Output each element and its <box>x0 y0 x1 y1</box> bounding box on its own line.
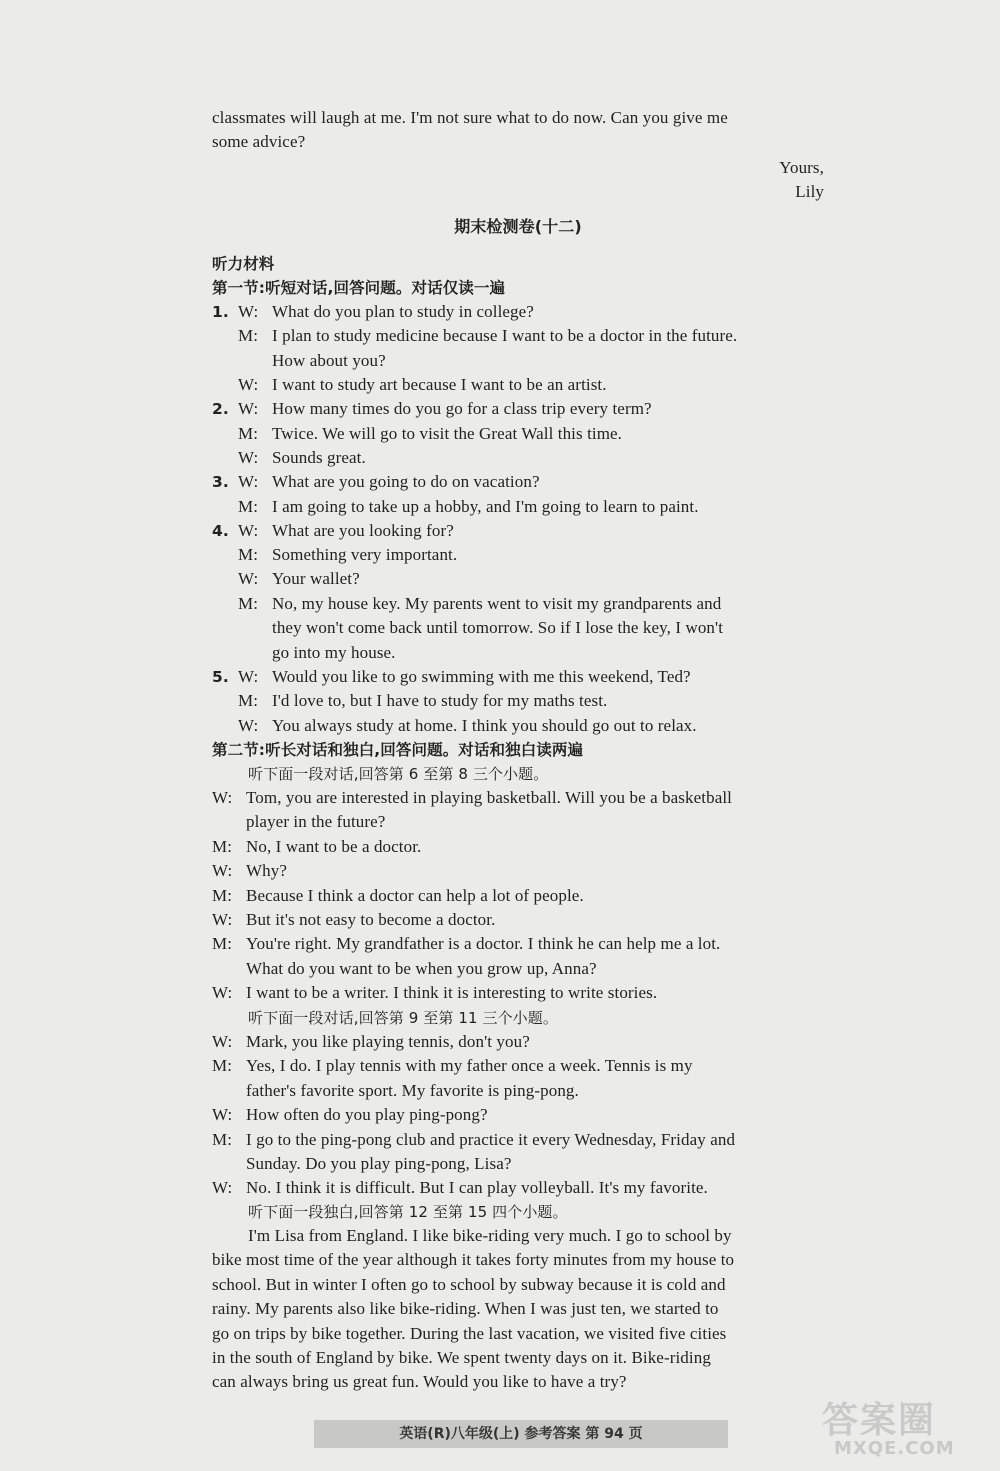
dialogue-line: I'd love to, but I have to study for my maths test. <box>272 691 608 710</box>
speaker-label: M: <box>238 424 259 443</box>
question-number: 5. <box>212 668 229 686</box>
speaker-label: W: <box>212 861 233 881</box>
question-number: 3. <box>212 473 229 491</box>
speaker-label: W: <box>238 569 259 588</box>
speaker-label: W: <box>212 1178 233 1198</box>
section1-heading: 第一节:听短对话,回答问题。对话仅读一遍 <box>212 279 506 297</box>
speaker-label: M: <box>212 1056 233 1076</box>
speaker-label: M: <box>238 545 259 564</box>
monologue-line: school. But in winter I often go to school by subway because it is cold and <box>212 1274 726 1294</box>
dialogue-line: Sounds great. <box>272 448 366 467</box>
dialogue-line: What are you looking for? <box>272 521 454 540</box>
letter-signature: Lily <box>795 182 824 201</box>
dialogue-line: they won't come back until tomorrow. So if I lose the key, I won't <box>272 618 724 637</box>
monologue-line: can always bring us great fun. Would you like to have a try? <box>212 1372 627 1392</box>
dialogue-line: Sunday. Do you play ping-pong, Lisa? <box>246 1154 512 1173</box>
page-footer: 英语(R)八年级(上) 参考答案 第 94 页 <box>314 1420 728 1448</box>
question-number: 1. <box>212 303 229 321</box>
speaker-label: W: <box>238 375 259 394</box>
dialogue-line: What do you want to be when you grow up, Anna? <box>246 958 597 978</box>
monologue-line: go on trips by bike together. During the last vacation, we visited five cities <box>212 1323 727 1343</box>
speaker-label: M: <box>238 326 259 345</box>
dialogue-line: What are you going to do on vacation? <box>272 472 540 491</box>
letter-line-2: some advice? <box>212 132 306 151</box>
monologue-intro: 听下面一段独白,回答第 12 至第 15 四个小题。 <box>248 1203 568 1221</box>
speaker-label: W: <box>238 667 259 686</box>
watermark-text-top: 答案圈 <box>822 1400 937 1441</box>
dialogue-line: How many times do you go for a class trip every term? <box>272 399 652 418</box>
dialogue-line: Tom, you are interested in playing basketball. Will you be a basketball <box>246 788 732 807</box>
dialogue-line: player in the future? <box>246 812 386 832</box>
dialogue-line: go into my house. <box>272 643 396 662</box>
dialogue-line: You're right. My grandfather is a doctor. I think he can help me a lot. <box>246 934 721 954</box>
speaker-label: W: <box>212 910 233 929</box>
section2-heading: 第二节:听长对话和独白,回答问题。对话和独白读两遍 <box>212 741 584 759</box>
dialogue-line: No. I think it is difficult. But I can play volleyball. It's my favorite. <box>246 1178 708 1198</box>
dialogue-line: You always study at home. I think you should go out to relax. <box>272 716 697 735</box>
speaker-label: M: <box>212 836 233 856</box>
speaker-label: M: <box>238 497 259 516</box>
dialogue-line: I plan to study medicine because I want to be a doctor in the future. <box>272 326 738 345</box>
letter-closing: Yours, <box>779 158 824 177</box>
monologue-line: in the south of England by bike. We spent twenty days on it. Bike-riding <box>212 1348 711 1367</box>
speaker-label: W: <box>238 448 259 467</box>
dialogue-line: Twice. We will go to visit the Great Wall this time. <box>272 424 623 443</box>
monologue-line: rainy. My parents also like bike-riding. When I was just ten, we started to <box>212 1299 719 1319</box>
dialogue-line: How often do you play ping-pong? <box>246 1105 488 1125</box>
question-number: 2. <box>212 400 229 418</box>
speaker-label: W: <box>238 521 259 540</box>
dialogue-line: Something very important. <box>272 545 458 564</box>
speaker-label: M: <box>212 1129 233 1149</box>
dialogue-line: father's favorite sport. My favorite is ping-pong. <box>246 1080 579 1100</box>
speaker-label: W: <box>212 788 233 807</box>
watermark-logo <box>822 1392 992 1464</box>
speaker-label: W: <box>238 472 259 491</box>
watermark-text-bottom: MXQE.COM <box>834 1438 955 1459</box>
monologue-line: I'm Lisa from England. I like bike-riding very much. I go to school by <box>248 1226 732 1245</box>
dialogue-line: Would you like to go swimming with me this weekend, Ted? <box>272 667 691 686</box>
monologue-line: bike most time of the year although it takes forty minutes from my house to <box>212 1250 735 1270</box>
dialogue-line: Why? <box>246 861 287 881</box>
dialogue2-intro: 听下面一段对话,回答第 9 至第 11 三个小题。 <box>248 1009 558 1027</box>
speaker-label: W: <box>238 302 259 321</box>
letter-line-1: classmates will laugh at me. I'm not sure what to do now. Can you give me <box>212 108 728 127</box>
speaker-label: W: <box>238 399 259 418</box>
dialogue-line: Yes, I do. I play tennis with my father once a week. Tennis is my <box>246 1056 693 1076</box>
speaker-label: W: <box>212 983 233 1003</box>
dialogue-line: Your wallet? <box>272 569 360 588</box>
dialogue1-intro: 听下面一段对话,回答第 6 至第 8 三个小题。 <box>248 765 549 783</box>
speaker-label: W: <box>238 716 259 735</box>
speaker-label: W: <box>212 1032 233 1051</box>
dialogue-line: What do you plan to study in college? <box>272 302 534 321</box>
speaker-label: W: <box>212 1105 233 1125</box>
dialogue-line: No, my house key. My parents went to visit my grandparents and <box>272 594 722 613</box>
speaker-label: M: <box>212 934 233 954</box>
dialogue-line: But it's not easy to become a doctor. <box>246 910 496 929</box>
dialogue-line: No, I want to be a doctor. <box>246 836 422 856</box>
listening-label: 听力材料 <box>212 255 275 273</box>
speaker-label: M: <box>238 691 259 710</box>
dialogue-line: Because I think a doctor can help a lot of people. <box>246 885 584 905</box>
dialogue-line: How about you? <box>272 351 386 370</box>
speaker-label: M: <box>238 594 259 613</box>
dialogue-line: I want to study art because I want to be an artist. <box>272 375 607 394</box>
dialogue-line: I go to the ping-pong club and practice it every Wednesday, Friday and <box>246 1129 736 1149</box>
dialogue-line: I want to be a writer. I think it is interesting to write stories. <box>246 983 658 1003</box>
test-title: 期末检测卷(十二) <box>454 217 582 236</box>
speaker-label: M: <box>212 885 233 905</box>
question-number: 4. <box>212 522 229 540</box>
dialogue-line: Mark, you like playing tennis, don't you? <box>246 1032 530 1051</box>
dialogue-line: I am going to take up a hobby, and I'm going to learn to paint. <box>272 497 699 516</box>
